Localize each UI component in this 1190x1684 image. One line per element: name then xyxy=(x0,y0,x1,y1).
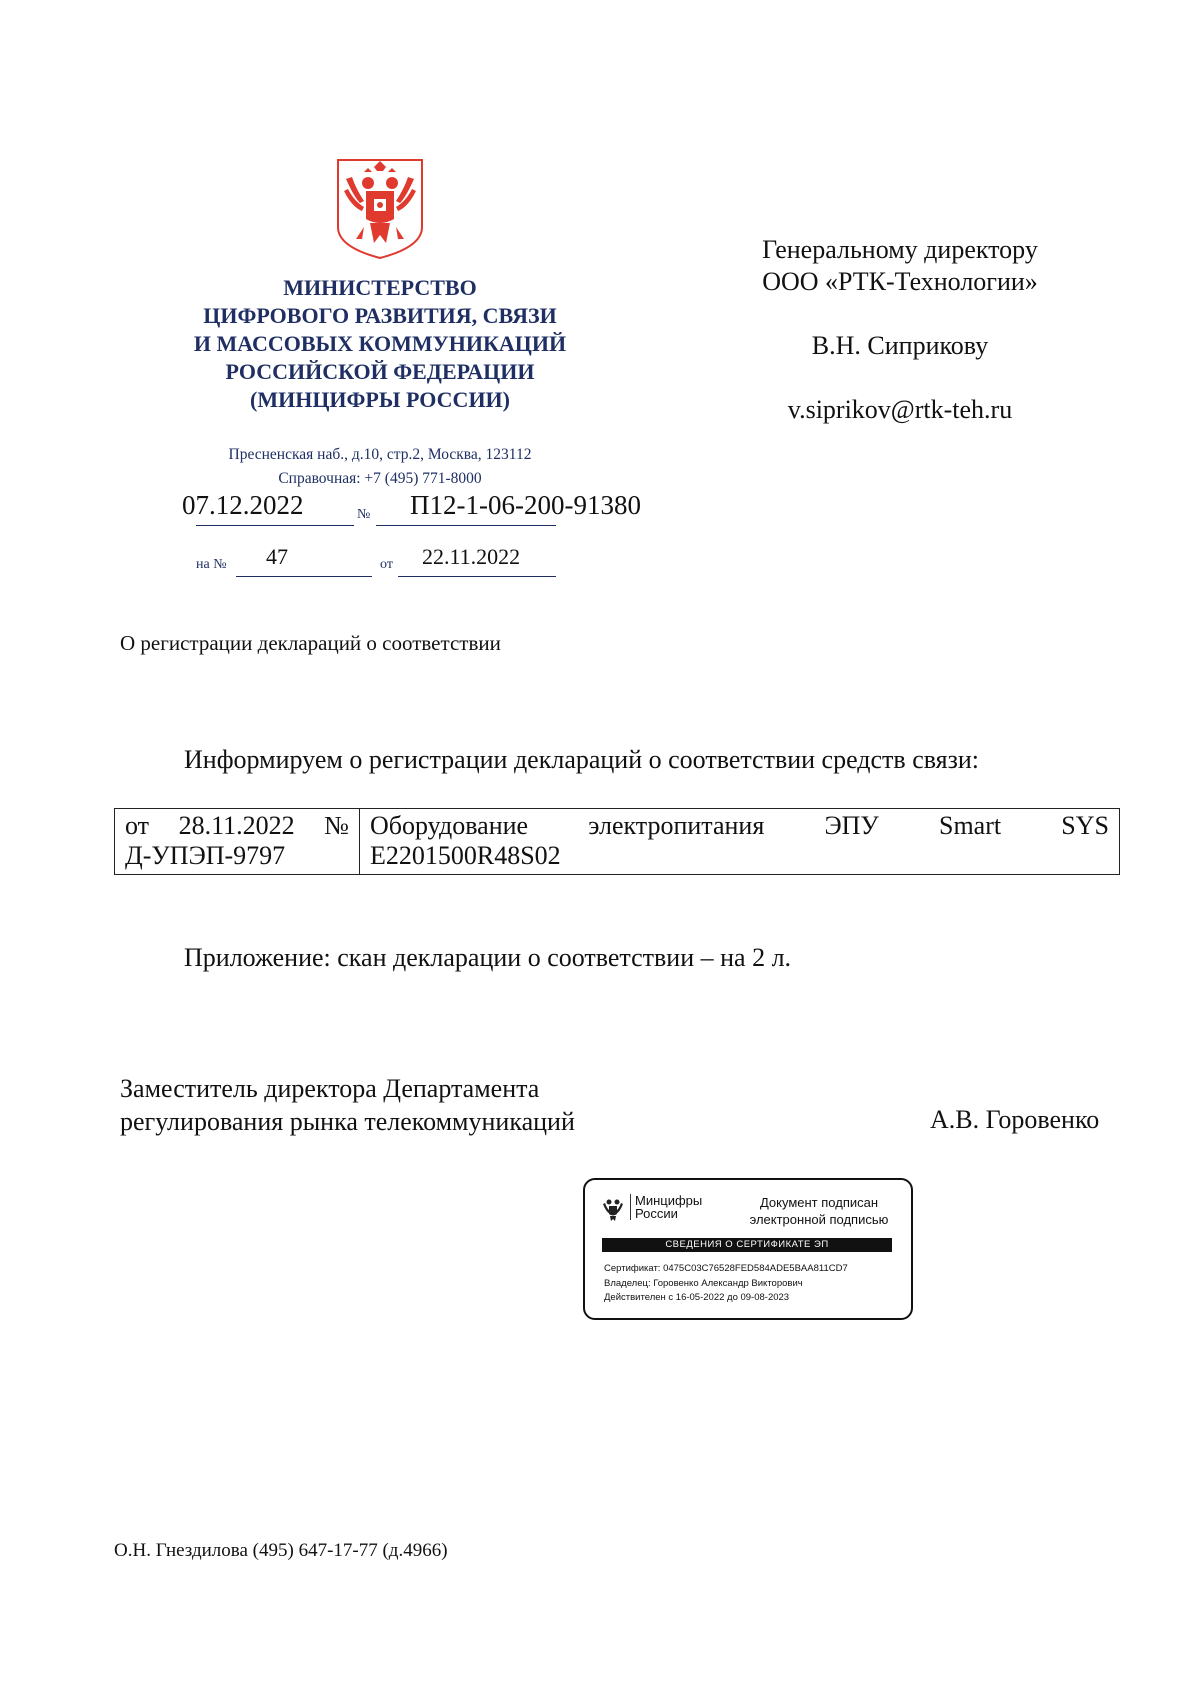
ministry-line: МИНИСТЕРСТВО xyxy=(283,275,477,300)
stamp-title-line: Документ подписан xyxy=(759,1195,879,1210)
reference-date: 22.11.2022 xyxy=(422,544,521,569)
recipient-email: v.siprikov@rtk-teh.ru xyxy=(787,395,1013,424)
declaration-number: Д-УПЭП-9797 xyxy=(125,841,286,870)
equipment-model: E2201500R48S02 xyxy=(370,841,561,870)
ministry-address: Пресненская наб., д.10, стр.2, Москва, 123112 xyxy=(228,446,532,463)
body-intro: Информируем о регистрации деклараций о соответствии средств связи: xyxy=(184,745,980,774)
registration-date-underline xyxy=(196,525,354,526)
logo-line: России xyxy=(635,1206,678,1221)
ministry-line: И МАССОВЫХ КОММУНИКАЦИЙ xyxy=(193,331,567,356)
recipient-name: В.Н. Сиприкову xyxy=(811,331,989,360)
attachment-note: Приложение: скан декларации о соответствии – на 2 л. xyxy=(184,943,792,972)
mincifry-logo xyxy=(630,1194,702,1220)
reference-number-label: на № xyxy=(196,557,227,572)
ministry-line: РОССИЙСКОЙ ФЕДЕРАЦИИ xyxy=(225,359,535,384)
equipment-word: Smart xyxy=(939,811,1002,840)
signer-name: А.В. Горовенко xyxy=(930,1105,1100,1134)
stamp-title-line: электронной подписью xyxy=(749,1212,889,1227)
signer-position xyxy=(120,1072,575,1138)
declaration-from-label: от xyxy=(125,811,150,840)
certificate-validity: Действителен с 16-05-2022 до 09-08-2023 xyxy=(604,1292,790,1303)
declaration-number-sign: № xyxy=(324,811,349,840)
electronic-signature-stamp xyxy=(583,1178,913,1320)
registration-number: П12-1-06-200-91380 xyxy=(410,490,641,520)
ministry-name xyxy=(140,274,620,414)
reference-date-label: от xyxy=(380,557,393,572)
equipment-word: SYS xyxy=(1061,811,1109,840)
reference-date-underline xyxy=(398,576,556,577)
reference-number-underline xyxy=(236,576,372,577)
certificate-details xyxy=(604,1262,848,1306)
executor-contact: О.Н. Гнездилова (495) 647-17-77 (д.4966) xyxy=(114,1540,448,1561)
certificate-owner: Владелец: Горовенко Александр Викторович xyxy=(604,1277,803,1289)
ministry-line: ЦИФРОВОГО РАЗВИТИЯ, СВЯЗИ xyxy=(203,303,557,328)
certificate-info-bar: СВЕДЕНИЯ О СЕРТИФИКАТЕ ЭП xyxy=(602,1238,892,1252)
russian-eagle-icon xyxy=(602,1196,624,1222)
table-row xyxy=(115,809,1120,875)
russian-coat-of-arms-icon xyxy=(334,157,426,261)
equipment-line xyxy=(370,811,1109,841)
signer-position-line: регулирования рынка телекоммуникаций xyxy=(120,1107,575,1136)
recipient-position: Генеральному директору xyxy=(762,235,1038,264)
equipment-word: Оборудование xyxy=(370,811,529,840)
ministry-phone: Справочная: +7 (495) 771-8000 xyxy=(278,470,482,487)
ministry-line: (МИНЦИФРЫ РОССИИ) xyxy=(250,387,510,412)
letter-subject: О регистрации деклараций о соответствии xyxy=(120,631,501,655)
equipment-cell xyxy=(360,809,1120,875)
recipient-company: ООО «РТК-Технологии» xyxy=(762,267,1038,296)
recipient-block xyxy=(700,234,1100,426)
declaration-number-cell xyxy=(115,809,360,875)
equipment-word: электропитания xyxy=(588,811,765,840)
reference-number: 47 xyxy=(266,544,288,569)
registration-number-sign: № xyxy=(357,507,371,522)
stamp-title xyxy=(735,1194,903,1228)
registration-date: 07.12.2022 xyxy=(182,490,304,520)
declaration-date: 28.11.2022 xyxy=(178,811,295,840)
signer-position-line: Заместитель директора Департамента xyxy=(120,1074,540,1103)
registration-number-underline xyxy=(376,525,556,526)
ministry-address-block xyxy=(150,443,610,491)
certificate-number: Сертификат: 0475C03C76528FED584ADE5BAA811CD7 xyxy=(604,1263,848,1274)
equipment-word: ЭПУ xyxy=(824,811,879,840)
declarations-table xyxy=(114,808,1120,875)
declaration-date-line xyxy=(125,811,349,841)
logo-line: Минцифры xyxy=(635,1193,703,1208)
